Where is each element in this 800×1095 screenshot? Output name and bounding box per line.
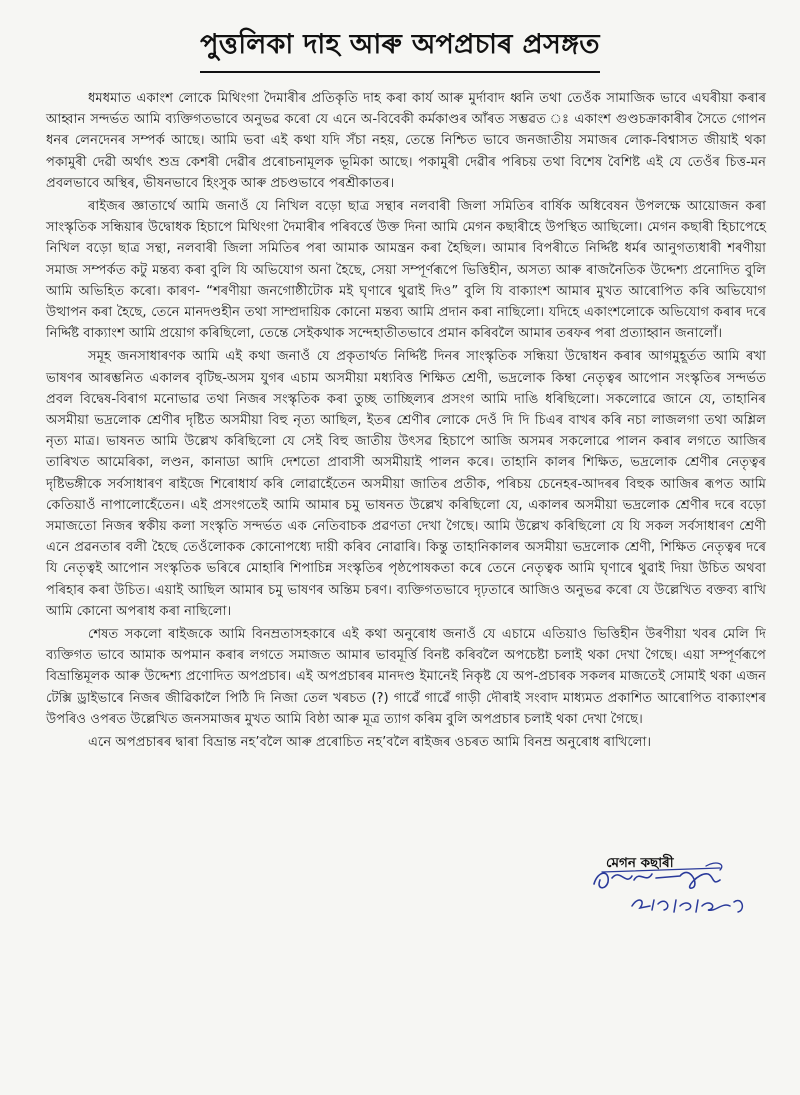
paragraph-5: এনে অপপ্ৰচাৰৰ দ্বাৰা বিভ্ৰান্ত নহ’বলৈ আৰু প্ৰৰোচিত নহ’বলৈ ৰাইজৰ ওচৰত আমি বিনম্ৰ অনুৰোধ ৰাখিলো। [88,735,652,751]
document-body [46,88,766,755]
document-title-text: পুত্তলিকা দাহ আৰু অপপ্ৰচাৰ প্ৰসঙ্গত [200,24,600,73]
paragraph-2: ৰাইজৰ জ্ঞাতাৰ্থে আমি জনাওঁ যে নিখিল বড়ো ছাত্ৰ সন্থাৰ নলবাৰী জিলা সমিতিৰ বাৰ্ষিক অধিবেষন উপলক্ষে আয়োজন কৰা সাংস্কৃতিক সন্ধিয়াৰ উদ্বোধক হিচাপে মিথিংগা দৈমাৰীৰ পৰিবৰ্ত্তে উক্ত দিনা আমি মেগন কছাৰীহে উপস্থিত আছিলো। মেগন কছাৰী হিচাপেহে নিখিল বড়ো ছাত্ৰ সন্থা, নলবাৰী জিলা সমিতিৰ পৰা আমাক আমন্ত্ৰন কৰা হৈছিল। আমাৰ বিপৰীতে নিৰ্দ্দিষ্ট ধৰ্মৰ আনুগত্যধাৰী শৰণীয়া সমাজ সম্পৰ্কত কটু মন্তব্য কৰা বুলি যি অভিযোগ অনা হৈছে, সেয়া সম্পূৰ্ণৰূপে ভিত্তিহীন, অসত্য আৰু ৰাজনৈতিক উদ্দেশ্য প্ৰনোদিত বুলি আমি অভিহিত কৰো। কাৰণ- “শৰণীয়া জনগোষ্ঠীটোক মই ঘৃণাৰে থুৱাই দিও” বুলি যি বাক্যাংশ আমাৰ মুখত আৰোপিত কৰি অভিযোগ উত্থাপন কৰা হৈছে, তেনে মানদণ্ডহীন তথা সাম্প্ৰদায়িক কোনো মন্তব্য আমি প্ৰদান কৰা নাছিলো। যদিহে একাংশলোকে অভিযোগ কৰাৰ দৰে নিৰ্দ্দিষ্ট বাক্যাংশ আমি প্ৰয়োগ কৰিছিলো, তেন্তে সেইকথাক সন্দেহাতীতভাবে প্ৰমান কৰিবলৈ আমাৰ তৰফৰ পৰা প্ৰত্যাহ্বান জনালোঁ। [46,199,766,342]
document-title [0,24,800,73]
handwritten-signature [580,856,780,920]
paragraph-3: সমূহ জনসাধাৰণক আমি এই কথা জনাওঁ যে প্ৰকৃতাৰ্থত নিৰ্দ্দিষ্ট দিনৰ সাংস্কৃতিক সন্ধিয়া উদ্বোধন কৰাৰ আগমুহূৰ্তত আমি ৰখা ভাষণৰ আৰম্ভনিত একালৰ বৃটিছ-অসম যুগৰ এচাম অসমীয়া মধ্যবিত্ত শিক্ষিত শ্ৰেণী, ভদ্ৰলোক কিম্বা নেতৃত্বৰ আপোন সংস্কৃতিৰ সন্দৰ্ভত প্ৰবল বিদ্বেষ-বিৰাগ মনোভাৱ তথা নিজৰ সংস্কৃতিক কৰা তুচ্ছ তাচ্ছিল্যৰ প্ৰসংগ আমি দাঙি ধৰিছিলো। সকলোৱে জানে যে, তাহানিৰ অসমীয়া ভদ্ৰলোক শ্ৰেণীৰ দৃষ্টিত অসমীয়া বিহু নৃত্য আছিল, ইতৰ শ্ৰেণীৰ লোকে দেওঁ দি দি চিএৰ বাখৰ কৰি নচা লাজলগা তথা অশ্লিল নৃত্য মাত্ৰ। ভাষনত আমি উল্লেখ কৰিছিলো যে সেই বিহু জাতীয় উৎসৱ হিচাপে আজি অসমৰ সকলোৱে পালন কৰাৰ লগতে আজিৰ তাৰিখত আমেৰিকা, লণ্ডন, কানাডা আদি দেশতো প্ৰাবাসী অসমীয়াই পালন কৰে। তাহানি কালৰ শিক্ষিত, ভদ্ৰলোক শ্ৰেণীৰ নেতৃত্বৰ দৃষ্টিভঙ্গীকে সৰ্বসাধাৰণ ৰাইজে শিৰোধাৰ্য কৰি লোৱাহেঁতেন অসমীয়া জাতিৰ প্ৰতীক, পৰিচয় চেনেহৰ-আদৰৰ বিহুক আজিৰ ৰূপত আমি কেতিয়াওঁ নাপালোহেঁতেন। এই প্ৰসংগতেই আমি আমাৰ চমু ভাষনত উল্লেখ কৰিছিলো যে, একালৰ অসমীয়া ভদ্ৰলোক শ্ৰেণীৰ দৰে বড়ো সমাজতো নিজৰ স্বকীয় কলা সংস্কৃতি সন্দৰ্ভত এক নেতিবাচক প্ৰৱণতা দেখা গৈছে। আমি উল্লেখ কৰিছিলো যে যি সকল সৰ্বসাধাৰণ শ্ৰেণী এনে প্ৰৱনতাৰ বলী হৈছে তেওঁলোকক কোনোপধ্যে দায়ী কৰিব নোৱাৰি। কিন্তু তাহানিকালৰ অসমীয়া ভদ্ৰলোক শ্ৰেণী, শিক্ষিত নেতৃত্বৰ দৰে যি নেতৃত্বই আপোন সংস্কৃতিক ভৰিৰে মোহাৰি শিপাচিন্ন সংস্কৃতিৰ পৃষ্ঠপোষকতা কৰে তেনে নেতৃত্বক আমি ঘৃণাৰে থুৱাই দিয়া উচিত অথবা পৰিহাৰ কৰা উচিত। এয়াই আছিল আমাৰ চমু ভাষণৰ অন্তিম চৰণ। ব্যক্তিগতভাবে দৃঢ়তাৰে আজিও অনুভৱ কৰো যে উল্লেখিত বক্তব্য ৰাখি আমি কোনো অপৰাধ কৰা নাছিলো। [46,349,766,619]
paragraph-4: শেষত সকলো ৰাইজকে আমি বিনম্ৰতাসহকাৰে এই কথা অনুৰোধ জনাওঁ যে এচামে এতিয়াও ভিত্তিহীন উৰণীয়া খবৰ মেলি দি ব্যক্তিগত ভাবে আমাক অপমান কৰাৰ লগতে সমাজত আমাৰ ভাবমূৰ্ত্তি বিনষ্ট কৰিবলৈ অপচেষ্টা চলাই থকা দেখা গৈছে। এয়া সম্পূৰ্ণৰূপে বিভ্ৰান্তিমূলক আৰু উদ্দেশ্য প্ৰণোদিত অপপ্ৰচাৰ। এই অপপ্ৰচাৰৰ মানদণ্ড ইমানেই নিকৃষ্ট যে অপ-প্ৰচাৰক সকলৰ মাজতেই সোমাই থকা এজন টেক্সি ড্ৰাইভাৰে নিজৰ জীৱিকালৈ পিঠি দি নিজা তেল খৰচত (?) গাৱেঁ গাৱেঁ গাড়ী দৌৰাই সংবাদ মাধ্যমত প্ৰকাশিত আৰোপিত বাক্যাংশৰ উপৰিও ওপৰত উল্লেখিত জনসমাজৰ মুখত আমি বিষ্ঠা আৰু মূত্ৰ ত্যাগ কৰিম বুলি অপপ্ৰচাৰ চলাই থকা দেখা গৈছে। [46,627,766,727]
signature-block [606,852,796,924]
paragraph-1: ধমধমাত একাংশ লোকে মিথিংগা দৈমাৰীৰ প্ৰতিকৃতি দাহ কৰা কাৰ্য আৰু মুৰ্দাবাদ ধ্বনি তথা তেওঁক সামাজিক ভাবে এঘৰীয়া কৰাৰ আহ্বান সন্দৰ্ভত আমি ব্যক্তিগতভাবে অনুভৱ কৰো যে এনে অ-বিবেকী কৰ্মকাণ্ডৰ আঁৰত সম্ভৱত ঃ একাংশ গুণ্ডচক্ৰাকাৰীৰ সৈতে গোপন ধনৰ লেনদেনৰ সম্পৰ্ক আছে। আমি ভবা এই কথা যদি সঁচা নহয়, তেন্তে নিশ্চিত ভাবে জনজাতীয় সমাজৰ লোক-বিশ্বাসত জীয়াই থকা পকামুৰী দেৱী অৰ্থাৎ শুভ্ৰ কেশৰী দেৱীৰ প্ৰৰোচনামূলক ভূমিকা আছে। পকামুৰী দেৱীৰ পৰিচয় তথা বিশেষ বৈশিষ্ট এই যে তেওঁৰ চিত্ত-মন প্ৰবলভাবে অস্থিৰ, ভীষনভাবে হিংসুক আৰু প্ৰচণ্ডভাবে পৰশ্ৰীকাতৰ। [46,91,766,191]
signatory-name: মেগন কছাৰী [606,855,674,871]
